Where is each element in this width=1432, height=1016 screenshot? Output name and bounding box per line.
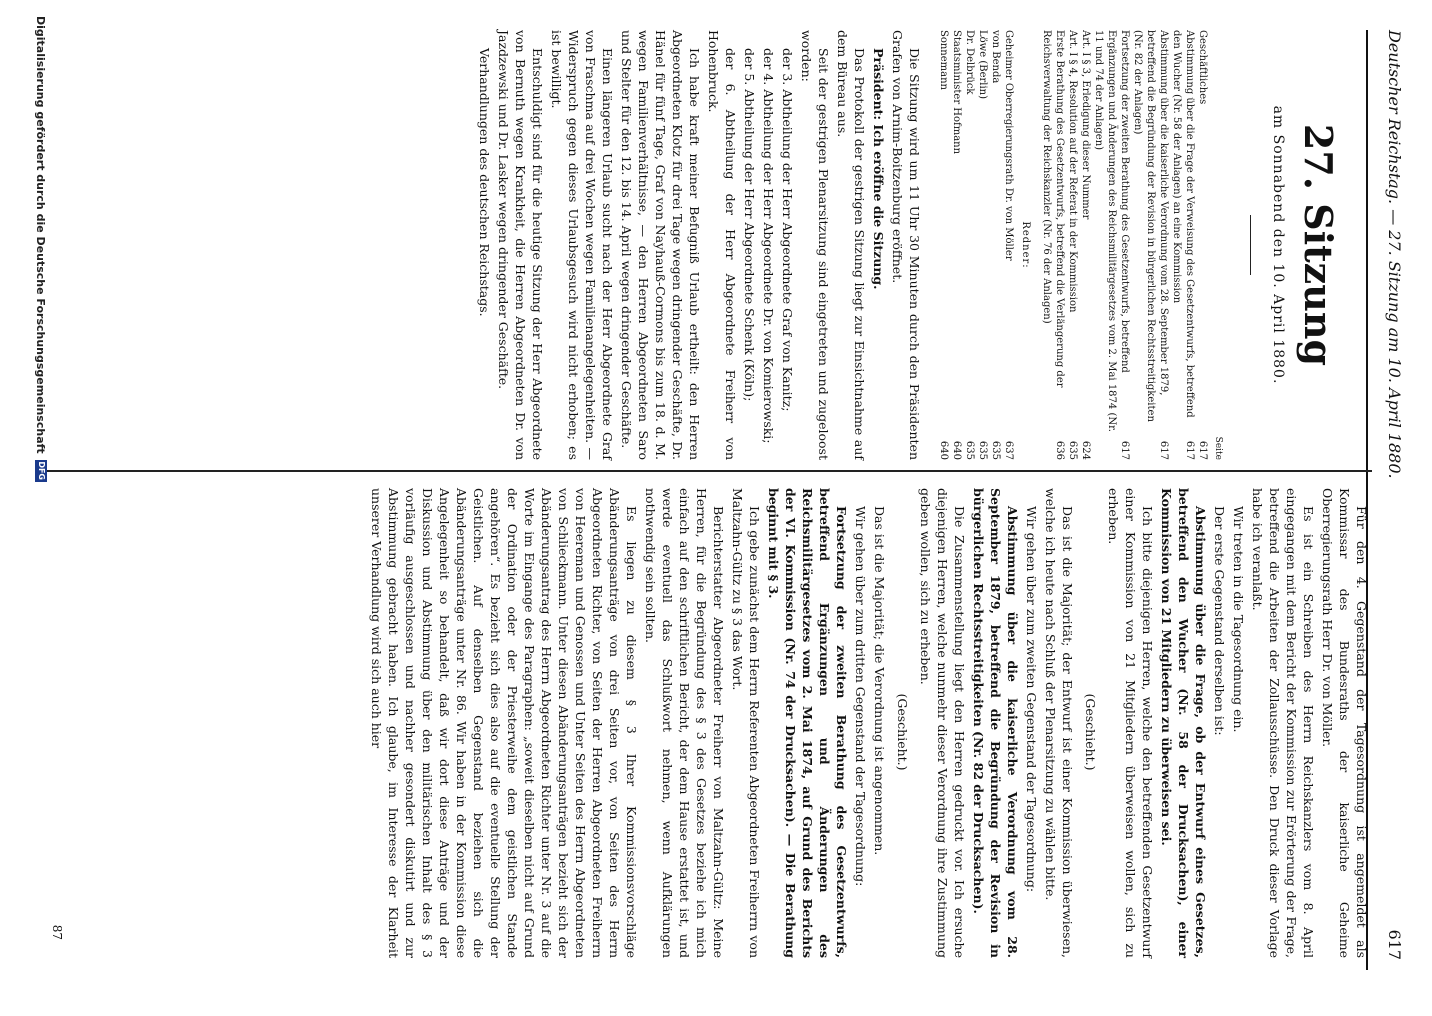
paragraph: Abstimmung über die kaiserliche Verordnung vom 28. September 1879, betreffend die Begründung der Revision in bürgerlichen Rechtsstreitigkeiten (Nr. 82 der Drucksachen).	[971, 488, 1020, 958]
speaker-page: 635	[964, 440, 975, 460]
paragraph: Es ist ein Schreiben des Herrn Reichskanzlers vom 8. April eingegangen mit dem Bericht der Kommission zur Erörterung der Frage, betreffend die Arbeiten der Zollausschüsse. Den Druck dieser Vorlage habe ich veranlaßt.	[1250, 488, 1316, 958]
speaker-text: Löwe (Berlin)	[977, 30, 988, 100]
toc-row	[1196, 30, 1209, 460]
paragraph: Seit der gestrigen Plenarsitzung sind eingetreten und zugeloost worden:	[799, 30, 831, 460]
paragraph: Einen längeren Urlaub sucht nach der Herr Abgeordnete Graf von Fraschma auf drei Wochen wegen Familienangelegenheiten. — Widerspruch gegen dieses Urlaubsgesuch wird nicht erhoben; es ist bewilligt.	[549, 30, 615, 460]
paragraph: Wir gehen über zum zweiten Gegenstand der Tagesordnung:	[1024, 506, 1039, 893]
paragraph: Die Sitzung wird um 11 Uhr 30 Minuten durch den Präsidenten Grafen von Arnim-Boitzenburg eröffnet.	[890, 30, 922, 460]
paragraph: Präsident: Ich eröffne die Sitzung.	[871, 48, 886, 290]
toc-text: Art. I § 3, Erledigung dieser Nummer	[1080, 30, 1091, 220]
paragraph: Wir gehen über zum dritten Gegenstand der Tagesordnung:	[853, 506, 868, 887]
page-number: 617	[1385, 929, 1404, 960]
session-heading: 27. Sitzung	[1296, 123, 1341, 367]
dfg-credit-text: Digitalisierung gefördert durch die Deutsche Forschungsgemeinschaft	[34, 16, 48, 454]
signature-mark: 87	[50, 924, 64, 940]
toc-page: 617	[1119, 440, 1130, 460]
speaker-row	[950, 30, 963, 460]
dfg-credit	[30, 0, 52, 1016]
paragraph: Abstimmung über die Frage, ob der Entwurf eines Gesetzes, betreffend den Wucher (Nr. 58 der Drucksachen), einer Kommission von 21 Mitgliedern zu überweisen sei.	[1159, 488, 1208, 958]
short-rule	[1250, 215, 1251, 275]
toc-row	[1079, 30, 1092, 460]
paragraph: der 4. Abtheilung der Herr Abgeordnete Dr. von Komierowski;	[761, 48, 776, 444]
page-header	[1372, 0, 1412, 1000]
speaker-text: Geheimer Oberregierungsrath Dr. von Möller	[1003, 30, 1014, 261]
speaker-row	[963, 30, 976, 460]
paragraph: Das ist die Majorität; die Verordnung ist angenommen.	[872, 506, 887, 856]
paragraph: Es liegen zu diesem § 3 Ihrer Kommissionsvorschläge Abänderungsanträge von drei Seiten vor, von Seiten des Herrn Abgeordneten Richter, von Seiten der Herren Abgeordneten Freiherrn von Heereman und Genossen und Unter Seiten des Herrn Abgeordneten von Schlieckmann. Unter diesen Abänderungsanträgen bezieht sich der Abänderungsantrag des Herrn Abgeordneten Richter unter Nr. 3 auf die Worte im Eingange des Paragraphen: „soweit dieselben nicht auf Grund der Ordination oder der Priesterweihe dem geistlichen Stande angehören“. Es bezieht sich dies also auf die eventuelle Stellung der Geistlichen. Auf denselben Gegenstand beziehen sich die Abänderungsanträge unter Nr. 86. Wir haben in der Kommission diese Angelegenheit so behandelt, daß wir dort diese Anträge und der Diskussion und Abstimmung über den militärischen Inhalt des § 3 vorläufig ausgeschlossen und nachher gesondert diskutirt und zur Abstimmung gebracht haben. Ich glaube, im Interesse der Klarheit unserer Verhandlung wird sich auch hier	[369, 488, 639, 958]
paragraph: Verhandlungen des deutschen Reichstags.	[477, 48, 492, 317]
column-divider	[40, 470, 1372, 472]
dfg-logo-icon: DFG	[37, 461, 46, 480]
toc-page: 617	[1184, 440, 1195, 460]
paragraph: Fortsetzung der zweiten Berathung des Gesetzentwurfs, betreffend Ergänzungen und Änderungen des Reichsmilitärgesetzes vom 2. Mai 1874, auf Grund des Berichts der VI. Kommission (Nr. 74 der Drucksachen). — Die Berathung beginnt mit § 3.	[766, 488, 849, 958]
toc-row	[1131, 30, 1170, 460]
paragraph: Berichterstatter Abgeordneter Freiherr von Maltzahn-Gültz: Meine Herren, für die Begründung des § 3 des Gesetzes beziehe ich mich einfach auf den schriftlichen Bericht, der dem Hause erstattet ist, und werde eventuell das Schlußwort nehmen, wenn Aufklärungen nothwendig sein sollten.	[643, 488, 726, 958]
left-text	[476, 30, 923, 460]
paragraph: Das ist die Majorität; der Entwurf ist einer Kommission überwiesen, welche ich heute nach Schluß der Plenarsitzung zu wählen bitte.	[1043, 488, 1075, 958]
paragraph: Ich habe kraft meiner Befugniß Urlaub ertheilt: den Herren Abgeordneten Klotz für drei Tage wegen dringender Geschäfte, Dr. Hänel für fünf Tage, Graf von Nayhauß-Cormons bis zum 18. d. M. wegen Familienverhältnisse, — den Herren Abgeordneten Saro und Stelter für den 12. bis 14. April wegen dringender Geschäfte.	[619, 30, 702, 460]
speaker-text: Sonnemann	[938, 30, 949, 90]
speaker-text: Dr. Delbrück	[964, 30, 975, 95]
toc-seite-label: Seite	[1213, 436, 1223, 460]
toc-text: Fortsetzung der zweiten Berathung des Gesetzentwurfs, betreffend Ergänzungen und Änderungen des Reichsmilitärgesetzes vom 2. Mai 1874 (Nr. 11 und 74 der Anlagen)	[1093, 30, 1130, 432]
speaker-page: 640	[938, 440, 949, 460]
paragraph: Entschuldigt sind für die heutige Sitzung der Herr Abgeordnete von Bernuth wegen Krankheit, die Herren Abgeordneten Dr. von Jazdzewski und Dr. Lasker wegen dringender Geschäfte.	[496, 30, 545, 460]
paragraph: der 3. Abtheilung der Herr Abgeordnete Graf von Kanitz;	[780, 48, 795, 412]
session-date: am Sonnabend den 10. April 1880.	[1270, 105, 1286, 385]
paragraph: Für den 4. Gegenstand der Tagesordnung ist angemeldet als Kommissar des Bundesraths der kaiserliche Geheime Oberregierungsrath Herr Dr. von Möller.	[1320, 488, 1369, 958]
left-column	[474, 30, 1370, 460]
toc-row	[1170, 30, 1196, 460]
toc-text: Erste Berathung des Gesetzentwurfs, betreffend die Verlängerung der Reichsverwaltung der Reichskanzler (Nr. 76 der Anlagen)	[1041, 30, 1065, 388]
paragraph: Der erste Gegenstand derselben ist:	[1212, 506, 1227, 736]
speaker-page: 640	[951, 440, 962, 460]
speaker-row	[937, 30, 950, 460]
paragraph: (Geschieht.)	[895, 693, 910, 771]
toc-page: 624	[1080, 440, 1091, 460]
speaker-row	[989, 30, 1002, 460]
running-title: Deutscher Reichstag. — 27. Sitzung am 10. April 1880.	[1385, 30, 1404, 479]
paragraph: (Geschieht.)	[1083, 693, 1098, 771]
speaker-page: 635	[990, 440, 1001, 460]
toc-page: 635	[1067, 440, 1078, 460]
toc-page: 617	[1197, 440, 1208, 460]
toc-page: 636	[1054, 440, 1065, 460]
toc-text: Abstimmung über die Frage der Verweisung des Gesetzentwurfs, betreffend den Wucher (Nr. 58 der Anlagen) an eine Kommission	[1171, 30, 1195, 418]
right-text	[368, 488, 1370, 958]
right-column	[366, 488, 1370, 958]
paragraph: der 6. Abtheilung der Herr Abgeordnete Freiherr von Hohenbruck.	[706, 30, 738, 460]
speaker-page: 635	[977, 440, 988, 460]
paragraph: Das Protokoll der gestrigen Sitzung liegt zur Einsichtnahme auf dem Büreau aus.	[835, 30, 867, 460]
speaker-page: 637	[1003, 440, 1014, 460]
redner-heading: Redner:	[1020, 221, 1031, 269]
speaker-row	[1002, 30, 1015, 460]
speaker-row	[976, 30, 989, 460]
toc-text: Art. I § 4, Resolution auf der Referat in der Kommission	[1067, 30, 1078, 313]
paragraph: Ich bitte diejenigen Herren, welche den betreffenden Gesetzentwurf einer Kommission von 21 Mitgliedern überweisen wollen, sich zu erheben.	[1106, 488, 1155, 958]
toc-row	[1092, 30, 1131, 460]
toc-text: Abstimmung über die kaiserliche Verordnung vom 28. September 1879, betreffend die Begründung der Revision in bürgerlichen Rechtsstreitigkeiten (Nr. 82 der Anlagen)	[1132, 30, 1169, 422]
paragraph: Wir treten in die Tagesordnung ein.	[1231, 506, 1246, 733]
paragraph: der 5. Abtheilung der Herr Abgeordnete Schenk (Köln);	[742, 48, 757, 402]
speaker-text: von Benda	[990, 30, 1001, 84]
toc-page: 617	[1158, 440, 1169, 460]
speaker-text: Staatsminister Hofmann	[951, 30, 962, 155]
toc-text: Geschäftliches	[1197, 30, 1208, 105]
speaker-list	[937, 30, 1015, 460]
table-of-contents	[1040, 30, 1209, 460]
toc-row	[1066, 30, 1079, 460]
paragraph: Ich gebe zunächst dem Herrn Referenten Abgeordneten Freiherrn von Maltzahn-Gültz zu § 3 das Wort.	[730, 488, 762, 958]
paragraph: Die Zusammenstellung liegt den Herren gedruckt vor. Ich ersuche diejenigen Herren, welche nunmehr dieser Verordnung ihre Zustimmung geben wollen, sich zu erheben.	[918, 488, 967, 958]
toc-row	[1040, 30, 1066, 460]
